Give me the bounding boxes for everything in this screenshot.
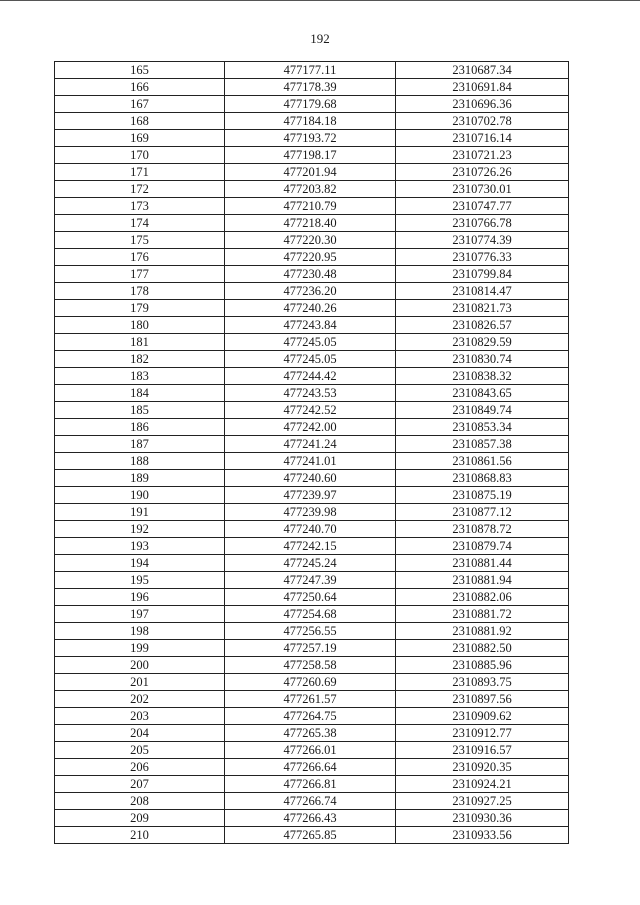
point-number-cell: 203 [55,708,225,725]
y-coordinate-cell: 2310716.14 [396,130,569,147]
table-row [55,589,569,606]
x-coordinate-cell: 477266.74 [225,793,396,810]
y-coordinate-cell: 2310747.77 [396,198,569,215]
table-row [55,776,569,793]
x-coordinate-cell: 477254.68 [225,606,396,623]
y-coordinate-cell: 2310920.35 [396,759,569,776]
y-coordinate-cell: 2310893.75 [396,674,569,691]
table-row [55,453,569,470]
table-row [55,657,569,674]
point-number-cell: 199 [55,640,225,657]
x-coordinate-cell: 477177.11 [225,62,396,79]
x-coordinate-cell: 477265.38 [225,725,396,742]
y-coordinate-cell: 2310927.25 [396,793,569,810]
y-coordinate-cell: 2310877.12 [396,504,569,521]
y-coordinate-cell: 2310691.84 [396,79,569,96]
x-coordinate-cell: 477184.18 [225,113,396,130]
y-coordinate-cell: 2310814.47 [396,283,569,300]
point-number-cell: 169 [55,130,225,147]
y-coordinate-cell: 2310830.74 [396,351,569,368]
x-coordinate-cell: 477210.79 [225,198,396,215]
point-number-cell: 174 [55,215,225,232]
y-coordinate-cell: 2310930.36 [396,810,569,827]
point-number-cell: 209 [55,810,225,827]
y-coordinate-cell: 2310821.73 [396,300,569,317]
x-coordinate-cell: 477245.24 [225,555,396,572]
table-row [55,606,569,623]
table-row [55,198,569,215]
table-row [55,521,569,538]
table-row [55,232,569,249]
table-row [55,436,569,453]
table-row [55,181,569,198]
y-coordinate-cell: 2310933.56 [396,827,569,844]
y-coordinate-cell: 2310838.32 [396,368,569,385]
table-row [55,334,569,351]
point-number-cell: 165 [55,62,225,79]
table-row [55,147,569,164]
y-coordinate-cell: 2310857.38 [396,436,569,453]
y-coordinate-cell: 2310924.21 [396,776,569,793]
point-number-cell: 201 [55,674,225,691]
y-coordinate-cell: 2310726.26 [396,164,569,181]
x-coordinate-cell: 477242.00 [225,419,396,436]
point-number-cell: 205 [55,742,225,759]
point-number-cell: 198 [55,623,225,640]
table-row [55,555,569,572]
point-number-cell: 204 [55,725,225,742]
table-row [55,708,569,725]
y-coordinate-cell: 2310881.92 [396,623,569,640]
table-row [55,249,569,266]
point-number-cell: 181 [55,334,225,351]
x-coordinate-cell: 477266.81 [225,776,396,793]
point-number-cell: 210 [55,827,225,844]
point-number-cell: 179 [55,300,225,317]
y-coordinate-cell: 2310843.65 [396,385,569,402]
table-row [55,725,569,742]
table-row [55,113,569,130]
y-coordinate-cell: 2310829.59 [396,334,569,351]
y-coordinate-cell: 2310868.83 [396,470,569,487]
x-coordinate-cell: 477261.57 [225,691,396,708]
table-row [55,385,569,402]
y-coordinate-cell: 2310882.06 [396,589,569,606]
x-coordinate-cell: 477241.01 [225,453,396,470]
y-coordinate-cell: 2310861.56 [396,453,569,470]
point-number-cell: 191 [55,504,225,521]
table-row [55,317,569,334]
table-row [55,623,569,640]
point-number-cell: 208 [55,793,225,810]
point-number-cell: 195 [55,572,225,589]
y-coordinate-cell: 2310696.36 [396,96,569,113]
point-number-cell: 167 [55,96,225,113]
point-number-cell: 184 [55,385,225,402]
x-coordinate-cell: 477193.72 [225,130,396,147]
y-coordinate-cell: 2310730.01 [396,181,569,198]
y-coordinate-cell: 2310879.74 [396,538,569,555]
table-row [55,759,569,776]
coordinates-table-body [55,62,569,844]
table-row [55,470,569,487]
y-coordinate-cell: 2310882.50 [396,640,569,657]
y-coordinate-cell: 2310766.78 [396,215,569,232]
table-row [55,351,569,368]
point-number-cell: 175 [55,232,225,249]
point-number-cell: 168 [55,113,225,130]
x-coordinate-cell: 477179.68 [225,96,396,113]
table-row [55,402,569,419]
x-coordinate-cell: 477243.84 [225,317,396,334]
y-coordinate-cell: 2310687.34 [396,62,569,79]
point-number-cell: 170 [55,147,225,164]
x-coordinate-cell: 477241.24 [225,436,396,453]
point-number-cell: 194 [55,555,225,572]
x-coordinate-cell: 477201.94 [225,164,396,181]
table-row [55,96,569,113]
x-coordinate-cell: 477230.48 [225,266,396,283]
y-coordinate-cell: 2310776.33 [396,249,569,266]
y-coordinate-cell: 2310881.94 [396,572,569,589]
table-row [55,130,569,147]
point-number-cell: 171 [55,164,225,181]
point-number-cell: 183 [55,368,225,385]
y-coordinate-cell: 2310849.74 [396,402,569,419]
table-row [55,674,569,691]
y-coordinate-cell: 2310826.57 [396,317,569,334]
x-coordinate-cell: 477236.20 [225,283,396,300]
x-coordinate-cell: 477265.85 [225,827,396,844]
x-coordinate-cell: 477245.05 [225,334,396,351]
point-number-cell: 182 [55,351,225,368]
x-coordinate-cell: 477220.95 [225,249,396,266]
x-coordinate-cell: 477243.53 [225,385,396,402]
point-number-cell: 193 [55,538,225,555]
x-coordinate-cell: 477250.64 [225,589,396,606]
table-row [55,419,569,436]
table-row [55,300,569,317]
table-row [55,79,569,96]
y-coordinate-cell: 2310853.34 [396,419,569,436]
x-coordinate-cell: 477239.97 [225,487,396,504]
table-row [55,810,569,827]
table-row [55,266,569,283]
x-coordinate-cell: 477198.17 [225,147,396,164]
point-number-cell: 196 [55,589,225,606]
coordinates-table [54,61,569,844]
table-row [55,640,569,657]
point-number-cell: 166 [55,79,225,96]
y-coordinate-cell: 2310878.72 [396,521,569,538]
x-coordinate-cell: 477240.60 [225,470,396,487]
point-number-cell: 178 [55,283,225,300]
x-coordinate-cell: 477266.43 [225,810,396,827]
y-coordinate-cell: 2310881.44 [396,555,569,572]
table-row [55,368,569,385]
x-coordinate-cell: 477266.64 [225,759,396,776]
y-coordinate-cell: 2310721.23 [396,147,569,164]
y-coordinate-cell: 2310774.39 [396,232,569,249]
y-coordinate-cell: 2310909.62 [396,708,569,725]
x-coordinate-cell: 477257.19 [225,640,396,657]
y-coordinate-cell: 2310897.56 [396,691,569,708]
point-number-cell: 180 [55,317,225,334]
point-number-cell: 172 [55,181,225,198]
x-coordinate-cell: 477244.42 [225,368,396,385]
table-row [55,572,569,589]
x-coordinate-cell: 477260.69 [225,674,396,691]
x-coordinate-cell: 477242.15 [225,538,396,555]
table-row [55,164,569,181]
table-row [55,742,569,759]
point-number-cell: 177 [55,266,225,283]
x-coordinate-cell: 477203.82 [225,181,396,198]
y-coordinate-cell: 2310885.96 [396,657,569,674]
x-coordinate-cell: 477245.05 [225,351,396,368]
point-number-cell: 202 [55,691,225,708]
x-coordinate-cell: 477242.52 [225,402,396,419]
point-number-cell: 189 [55,470,225,487]
table-row [55,691,569,708]
x-coordinate-cell: 477258.58 [225,657,396,674]
x-coordinate-cell: 477239.98 [225,504,396,521]
y-coordinate-cell: 2310881.72 [396,606,569,623]
table-row [55,827,569,844]
point-number-cell: 207 [55,776,225,793]
x-coordinate-cell: 477264.75 [225,708,396,725]
x-coordinate-cell: 477240.26 [225,300,396,317]
y-coordinate-cell: 2310912.77 [396,725,569,742]
point-number-cell: 197 [55,606,225,623]
point-number-cell: 186 [55,419,225,436]
y-coordinate-cell: 2310916.57 [396,742,569,759]
point-number-cell: 200 [55,657,225,674]
table-row [55,487,569,504]
x-coordinate-cell: 477256.55 [225,623,396,640]
point-number-cell: 188 [55,453,225,470]
x-coordinate-cell: 477247.39 [225,572,396,589]
point-number-cell: 176 [55,249,225,266]
x-coordinate-cell: 477220.30 [225,232,396,249]
y-coordinate-cell: 2310799.84 [396,266,569,283]
table-row [55,538,569,555]
y-coordinate-cell: 2310702.78 [396,113,569,130]
table-row [55,215,569,232]
point-number-cell: 190 [55,487,225,504]
table-row [55,62,569,79]
x-coordinate-cell: 477240.70 [225,521,396,538]
x-coordinate-cell: 477218.40 [225,215,396,232]
point-number-cell: 185 [55,402,225,419]
page-number: 192 [310,31,330,46]
x-coordinate-cell: 477266.01 [225,742,396,759]
point-number-cell: 192 [55,521,225,538]
table-row [55,504,569,521]
point-number-cell: 206 [55,759,225,776]
point-number-cell: 173 [55,198,225,215]
table-row [55,283,569,300]
top-edge-rule [0,0,640,1]
table-row [55,793,569,810]
x-coordinate-cell: 477178.39 [225,79,396,96]
y-coordinate-cell: 2310875.19 [396,487,569,504]
point-number-cell: 187 [55,436,225,453]
